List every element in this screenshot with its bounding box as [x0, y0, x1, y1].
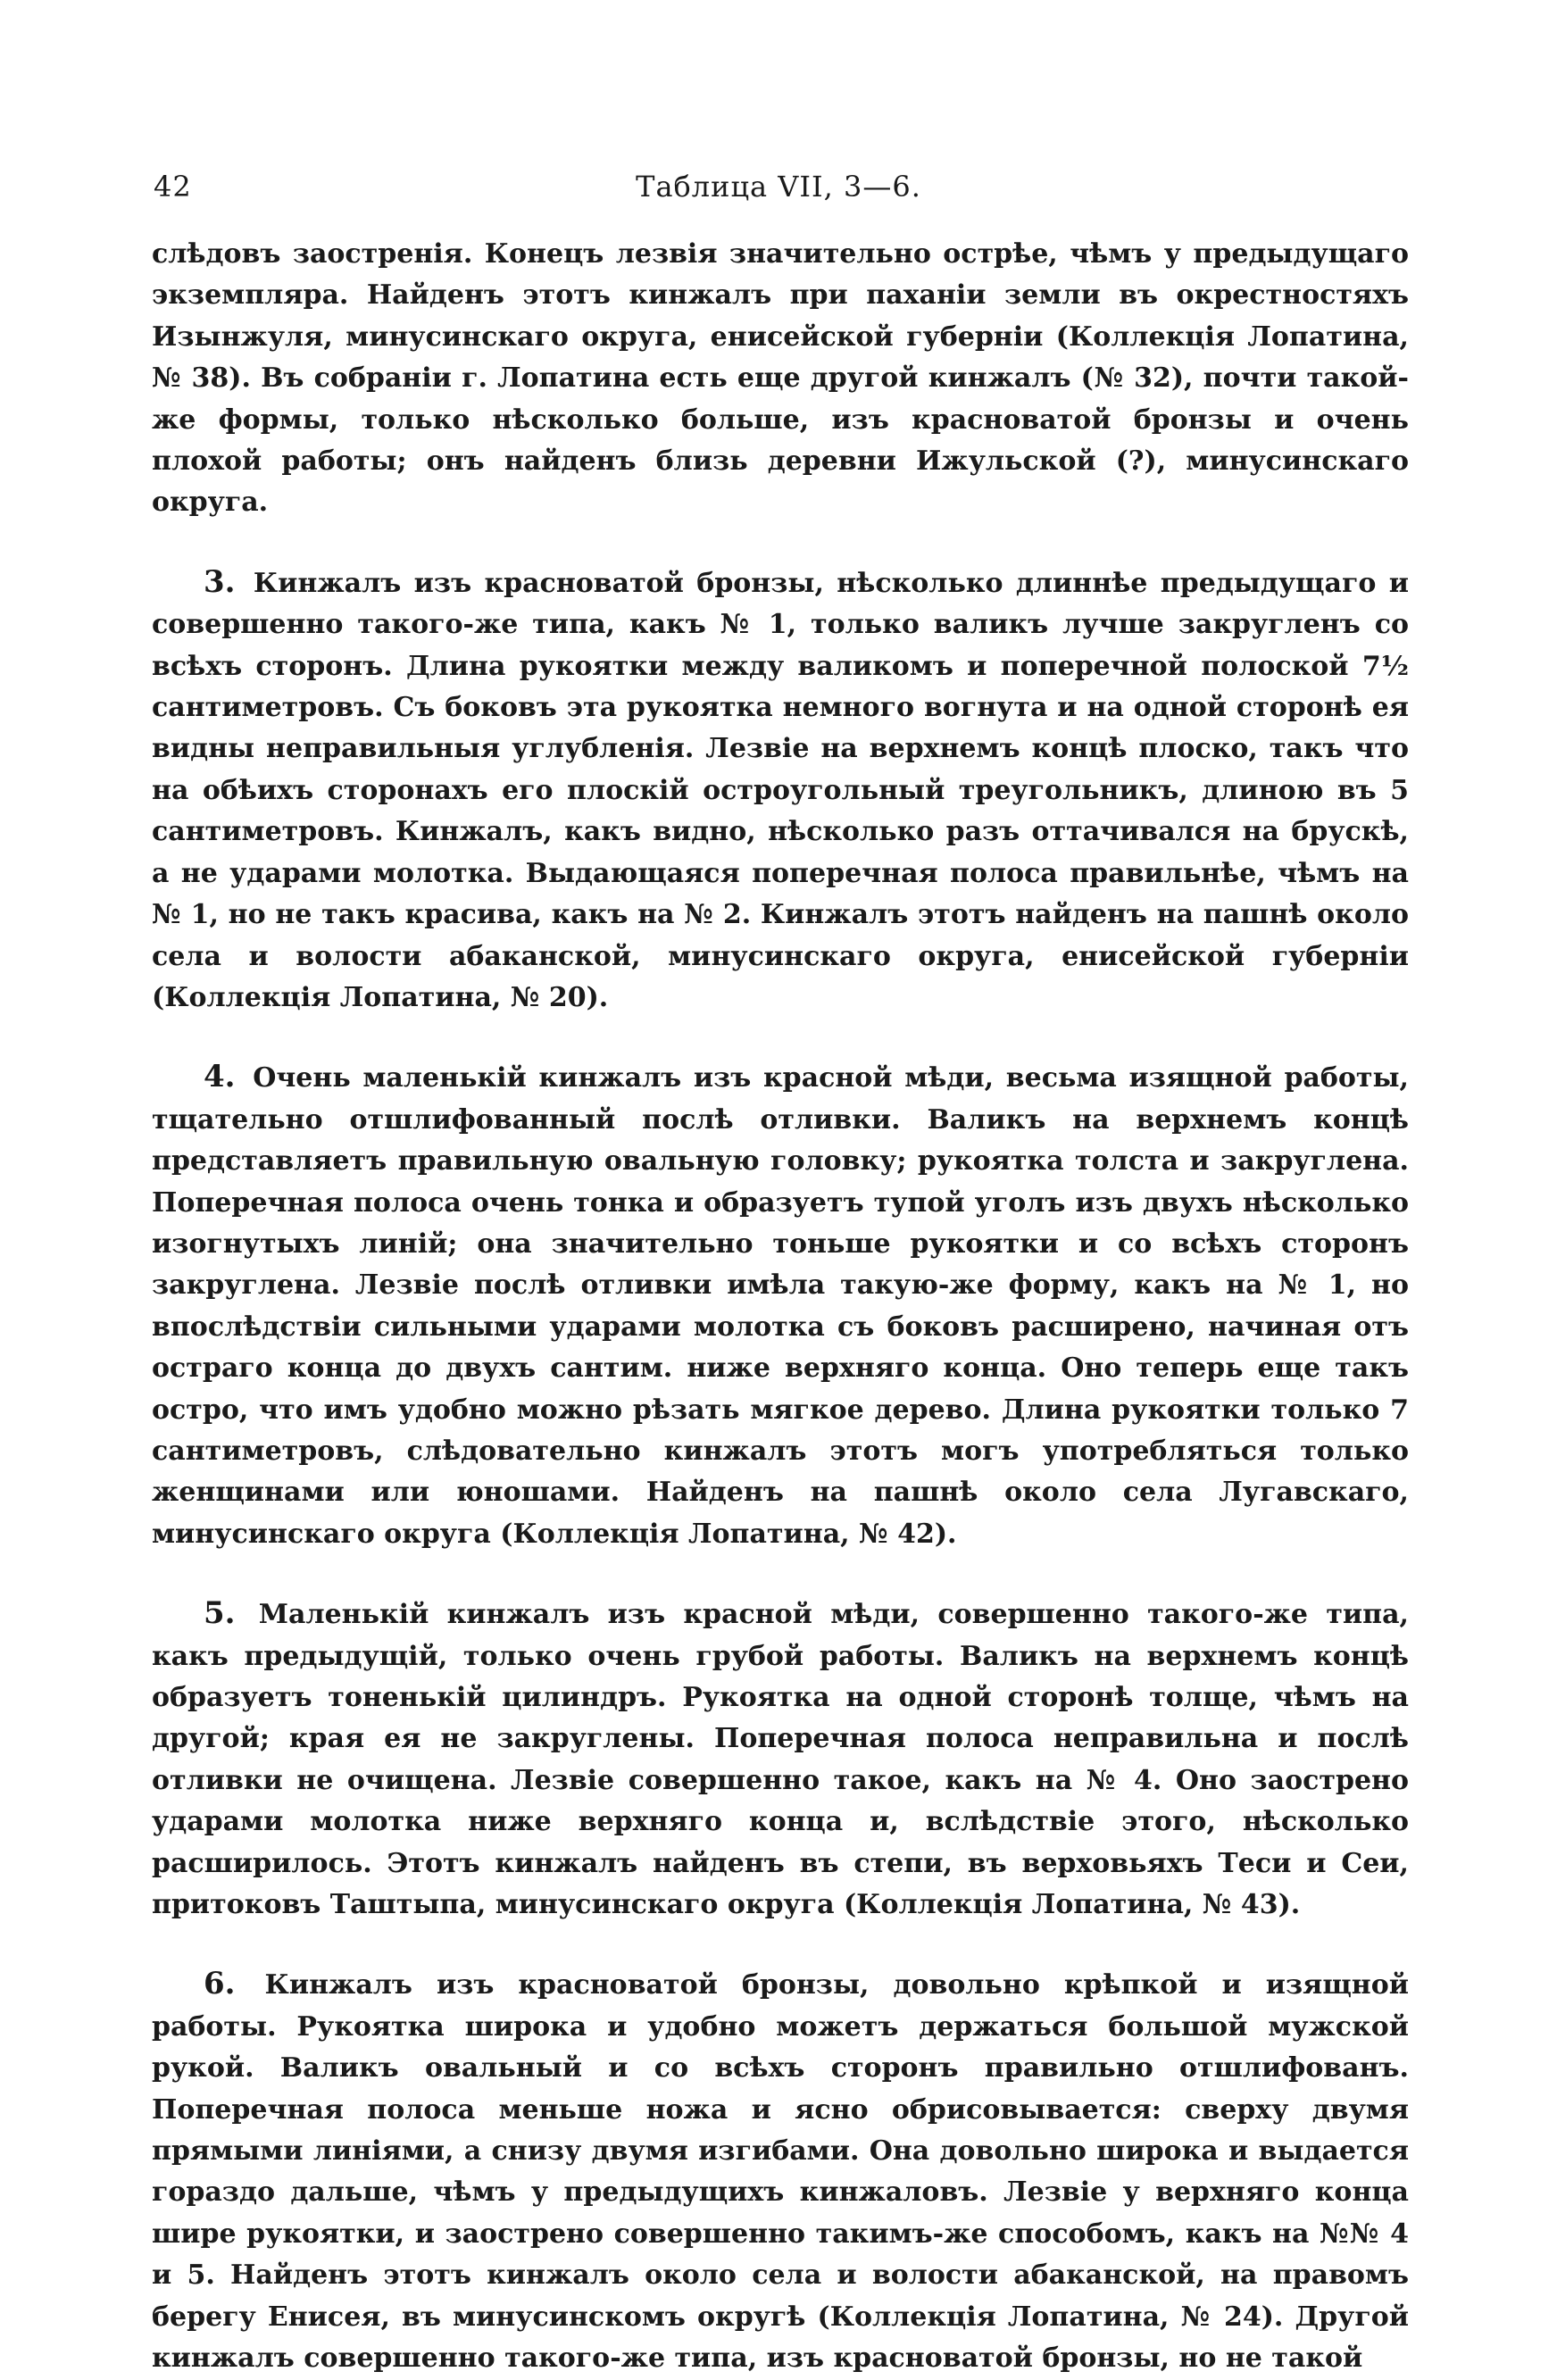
item-number: 5.: [204, 1595, 236, 1632]
item-number: 3.: [204, 563, 236, 600]
paragraph-text: слѣдовъ заостренія. Конецъ лезвія значительно острѣе, чѣмъ у предыдущаго экземпляра. Найденъ этотъ кинжалъ при паханіи земли въ окрестностяхъ Изынжуля, минусинскаго округа, енисейской губерніи (Коллекція Лопатина, № 38). Въ собраніи г. Лопатина есть еще другой кинжалъ (№ 32), почти такой-же формы, только нѣсколько больше, изъ красноватой бронзы и очень плохой работы; онъ найденъ близь деревни Ижульской (?), минусинскаго округа.: [152, 238, 1409, 519]
body-text: [152, 234, 1409, 2380]
item-number: 6.: [204, 1966, 236, 2002]
paragraph-item-4: [152, 1056, 1409, 1555]
paragraph-text: Кинжалъ изъ красноватой бронзы, нѣсколько длиннѣе предыдущаго и совершенно такого-же типа, какъ № 1, только валикъ лучше закругленъ со всѣхъ сторонъ. Длина рукоятки между валикомъ и поперечной полоской 7½ сантиметровъ. Съ боковъ эта рукоятка немного вогнута и на одной сторонѣ ея видны неправильныя углубленія. Лезвіе на верхнемъ концѣ плоско, такъ что на обѣихъ сторонахъ его плоскій остроугольный треугольникъ, длиною въ 5 сантиметровъ. Кинжалъ, какъ видно, нѣсколько разъ оттачивался на брускѣ, а не ударами молотка. Выдающаяся поперечная полоса правильнѣе, чѣмъ на № 1, но не такъ красива, какъ на № 2. Кинжалъ этотъ найденъ на пашнѣ около села и волости абаканской, минусинскаго округа, енисейской губерніи (Коллекція Лопатина, № 20).: [152, 567, 1409, 1013]
paragraph-text: Очень маленькій кинжалъ изъ красной мѣди, весьма изящной работы, тщательно отшлифованный послѣ отливки. Валикъ на верхнемъ концѣ представляетъ правильную овальную головку; рукоятка толста и закруглена. Поперечная полоса очень тонка и образуетъ тупой уголъ изъ двухъ нѣсколько изогнутыхъ линій; она значительно тоньше рукоятки и со всѣхъ сторонъ закруглена. Лезвіе послѣ отливки имѣла такую-же форму, какъ на № 1, но впослѣдствіи сильными ударами молотка съ боковъ расширено, начиная отъ остраго конца до двухъ сантим. ниже верхняго конца. Оно теперь еще такъ остро, что имъ удобно можно рѣзать мягкое дерево. Длина рукоятки только 7 сантиметровъ, слѣдовательно кинжалъ этотъ могъ употребляться только женщинами или юношами. Найденъ на пашнѣ около села Лугавскаго, минусинскаго округа (Коллекція Лопатина, № 42).: [152, 1062, 1409, 1550]
running-title: Таблица VII, 3—6.: [636, 170, 921, 204]
page-header: [154, 170, 1403, 214]
item-number: 4.: [204, 1059, 236, 1095]
paragraph-continuation: [152, 234, 1409, 524]
paragraph-text: Маленькій кинжалъ изъ красной мѣди, совершенно такого-же типа, какъ предыдущій, только очень грубой работы. Валикъ на верхнемъ концѣ образуетъ тоненькій цилиндръ. Рукоятка на одной сторонѣ толще, чѣмъ на другой; края ея не закруглены. Поперечная полоса неправильна и послѣ отливки не очищена. Лезвіе совершенно такое, какъ на № 4. Оно заострено ударами молотка ниже верхняго конца и, вслѣдствіе этого, нѣсколько расширилось. Этотъ кинжалъ найденъ въ степи, въ верховьяхъ Теси и Сеи, притоковъ Таштыпа, минусинскаго округа (Коллекція Лопатина, № 43).: [152, 1599, 1409, 1921]
paragraph-item-6: [152, 1963, 1409, 2379]
paragraph-text: Кинжалъ изъ красноватой бронзы, довольно крѣпкой и изящной работы. Рукоятка широка и удобно можетъ держаться большой мужской рукой. Валикъ овальный и со всѣхъ сторонъ правильно отшлифованъ. Поперечная полоса меньше ножа и ясно обрисовывается: сверху двумя прямыми линіями, а снизу двумя изгибами. Она довольно широка и выдается гораздо дальше, чѣмъ у предыдущихъ кинжаловъ. Лезвіе у верхняго конца шире рукоятки, и заострено совершенно такимъ-же способомъ, какъ на №№ 4 и 5. Найденъ этотъ кинжалъ около села и волости абаканской, на правомъ берегу Енисея, въ минусинскомъ округѣ (Коллекція Лопатина, № 24). Другой кинжалъ совершенно такого-же типа, изъ красноватой бронзы, но не такой: [152, 1969, 1409, 2375]
paragraph-item-3: [152, 562, 1409, 1019]
page-number: 42: [154, 170, 192, 204]
paragraph-item-5: [152, 1593, 1409, 1926]
